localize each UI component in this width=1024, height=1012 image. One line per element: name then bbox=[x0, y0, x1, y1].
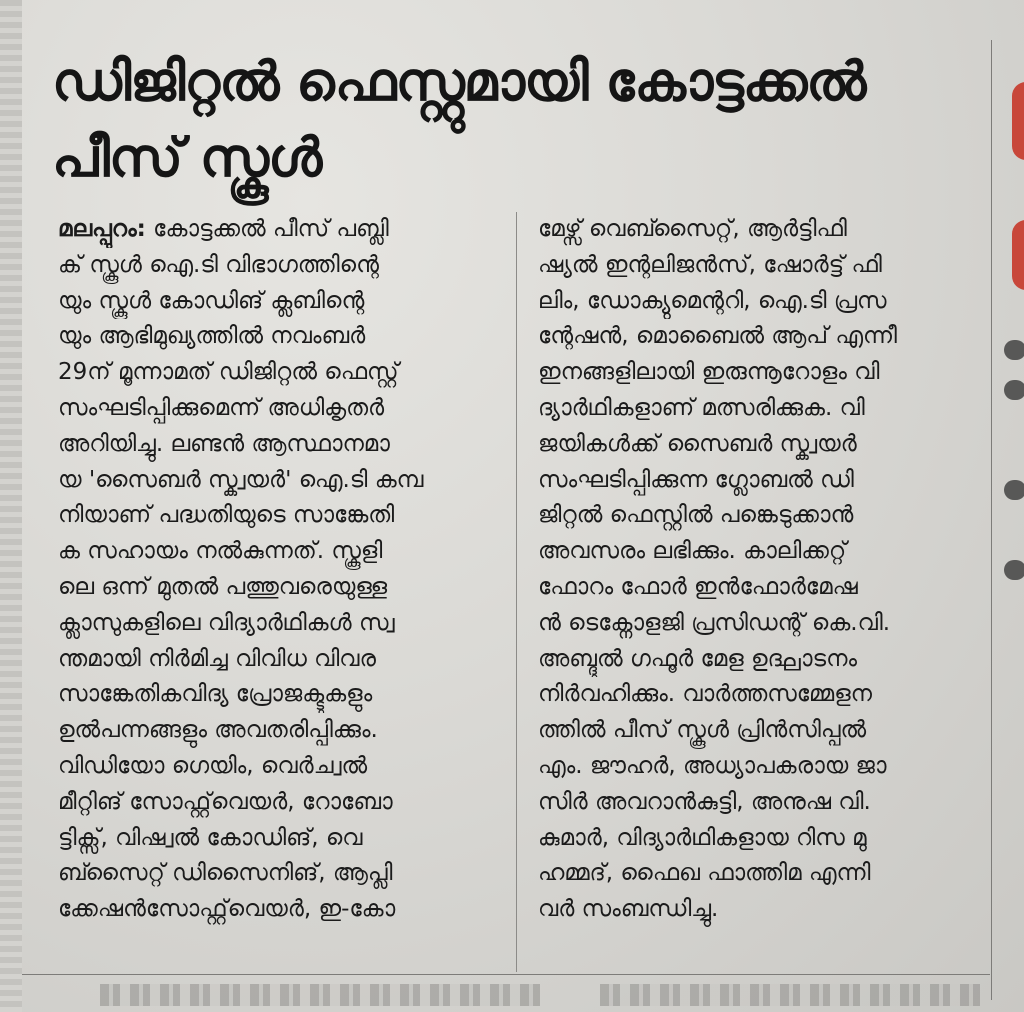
article-line: ൻ ടെക്നോളജി പ്രസിഡന്റ് കെ.വി. bbox=[538, 609, 891, 636]
article-line: യും ആഭിമുഖ്യത്തിൽ നവംബർ bbox=[58, 323, 366, 350]
page-edge bbox=[0, 0, 22, 1012]
headline-line-1: ഡിജിറ്റൽ ഫെസ്റ്റുമായി കോട്ടക്കൽ bbox=[52, 50, 866, 113]
article-line: ക്ലാസുകളിലെ വിദ്യാർഥികൾ സ്വ bbox=[58, 609, 395, 636]
adjacent-text-fragment bbox=[1004, 560, 1024, 580]
adjacent-text-fragment bbox=[1004, 480, 1024, 500]
article-line: ദ്യാർഥികളാണ് മത്സരിക്കുക. വി bbox=[538, 394, 865, 421]
article-line: ഉൽപന്നങ്ങളും അവതരിപ്പിക്കും. bbox=[58, 717, 378, 744]
article-line: ത്തിൽ പീസ് സ്കൂൾ പ്രിൻസിപ്പൽ bbox=[538, 717, 867, 744]
article-line bbox=[58, 212, 498, 248]
article-column-left bbox=[58, 212, 498, 928]
article-line: നിർവഹിക്കും. വാർത്തസമ്മേളന bbox=[538, 681, 872, 708]
article-line: വിഡിയോ ഗെയിം, വെർച്വൽ bbox=[58, 752, 368, 779]
article-line: ജയികൾക്ക് സൈബർ സ്ക്വയർ bbox=[538, 430, 857, 457]
article-line: ക സഹായം നൽകുന്നത്. സ്കൂളി bbox=[58, 538, 383, 565]
bleed-through-line bbox=[600, 984, 980, 1006]
article-line: ലിം, ഡോക്യുമെന്ററി, ഐ.ടി പ്രസ bbox=[538, 287, 887, 314]
article-line: നിയാണ് പദ്ധതിയുടെ സാങ്കേതി bbox=[58, 502, 395, 529]
article-line: ന്റേഷൻ, മൊബൈൽ ആപ് എന്നീ bbox=[538, 323, 898, 350]
article-line: അവസരം ലഭിക്കും. കാലിക്കറ്റ് bbox=[538, 538, 847, 565]
article-line: സംഘടിപ്പിക്കുന്ന ഗ്ലോബൽ ഡി bbox=[538, 466, 854, 493]
article-line: അറിയിച്ചു. ലണ്ടൻ ആസ്ഥാനമാ bbox=[58, 430, 390, 457]
adjacent-headline-fragment bbox=[1012, 220, 1024, 290]
article-line: വർ സംബന്ധിച്ചു. bbox=[538, 896, 719, 923]
headline-line-2: പീസ് സ്കൂൾ bbox=[52, 126, 322, 189]
article-line: മേഴ്സ് വെബ്സൈറ്റ്, ആർട്ടിഫി bbox=[538, 216, 847, 242]
bleed-through-text bbox=[600, 978, 980, 1012]
article-line: 29ന് മൂന്നാമത് ഡിജിറ്റൽ ഫെസ്റ്റ് bbox=[58, 359, 399, 386]
article-line: സിർ അവറാൻകുട്ടി, അനുഷ വി. bbox=[538, 788, 871, 815]
article-line: കുമാർ, വിദ്യാർഥികളായ റിസ മു bbox=[538, 824, 867, 851]
article-line: ഫോറം ഫോർ ഇൻഫോർമേഷ bbox=[538, 573, 858, 600]
article-line: യും സ്കൂൾ കോഡിങ് ക്ലബിന്റെ bbox=[58, 287, 365, 314]
article-line: അബ്ദുൽ ഗഫൂർ മേള ഉദ്ഘാടനം bbox=[538, 645, 858, 672]
article-line: സാങ്കേതികവിദ്യ പ്രോജക്ടുകളും bbox=[58, 681, 373, 708]
article-line: ജിറ്റൽ ഫെസ്റ്റിൽ പങ്കെടുക്കാൻ bbox=[538, 502, 854, 529]
article-line: ക് സ്കൂൾ ഐ.ടി വിഭാഗത്തിന്റെ bbox=[58, 251, 379, 278]
article-line: മീറ്റിങ് സോഫ്റ്റ്‌വെയർ, റോബോ bbox=[58, 788, 393, 815]
article-line: യ 'സൈബർ സ്ക്വയർ' ഐ.ടി കമ്പ bbox=[58, 466, 424, 493]
article-line: ഷ്യൽ ഇന്റലിജൻസ്, ഷോർട്ട് ഫി bbox=[538, 251, 882, 278]
article-line: ലെ ഒന്ന് മുതൽ പത്തുവരെയുള്ള bbox=[58, 573, 388, 600]
article-line: ക്കേഷൻസോഫ്റ്റ്‌വെയർ, ഇ-കോ bbox=[58, 896, 396, 923]
article-column-right bbox=[538, 212, 978, 928]
article-line: ട്ടിക്സ്, വിഷ്വൽ കോഡിങ്, വെ bbox=[58, 824, 363, 851]
adjacent-text-fragment bbox=[1004, 340, 1024, 360]
article-text: കോട്ടക്കൽ പീസ് പബ്ലി bbox=[145, 216, 389, 242]
article-border-right bbox=[991, 40, 992, 1000]
adjacent-text-fragment bbox=[1004, 380, 1024, 400]
article-line: ഇനങ്ങളിലായി ഇരുന്നൂറോളം വി bbox=[538, 359, 880, 386]
article-line: ന്തമായി നിർമിച്ച വിവിധ വിവര bbox=[58, 645, 376, 672]
column-divider bbox=[516, 212, 517, 972]
article-line: എം. ജൗഹർ, അധ്യാപകരായ ജാ bbox=[538, 752, 887, 779]
adjacent-headline-fragment bbox=[1012, 82, 1024, 160]
dateline: മലപ്പുറം: bbox=[58, 216, 146, 242]
article-line: ബ്സൈറ്റ് ഡിസൈനിങ്, ആപ്ലി bbox=[58, 860, 393, 887]
bleed-through-line bbox=[100, 984, 540, 1006]
article-line: സംഘടിപ്പിക്കുമെന്ന് അധികൃതർ bbox=[58, 394, 385, 421]
headline bbox=[52, 44, 932, 196]
adjacent-article-fragment bbox=[1000, 60, 1024, 960]
bleed-through-text bbox=[100, 978, 540, 1012]
article-border-bottom bbox=[22, 974, 990, 975]
article-line: ഹമ്മദ്, ഫൈഖ ഫാത്തിമ എന്നി bbox=[538, 860, 871, 887]
